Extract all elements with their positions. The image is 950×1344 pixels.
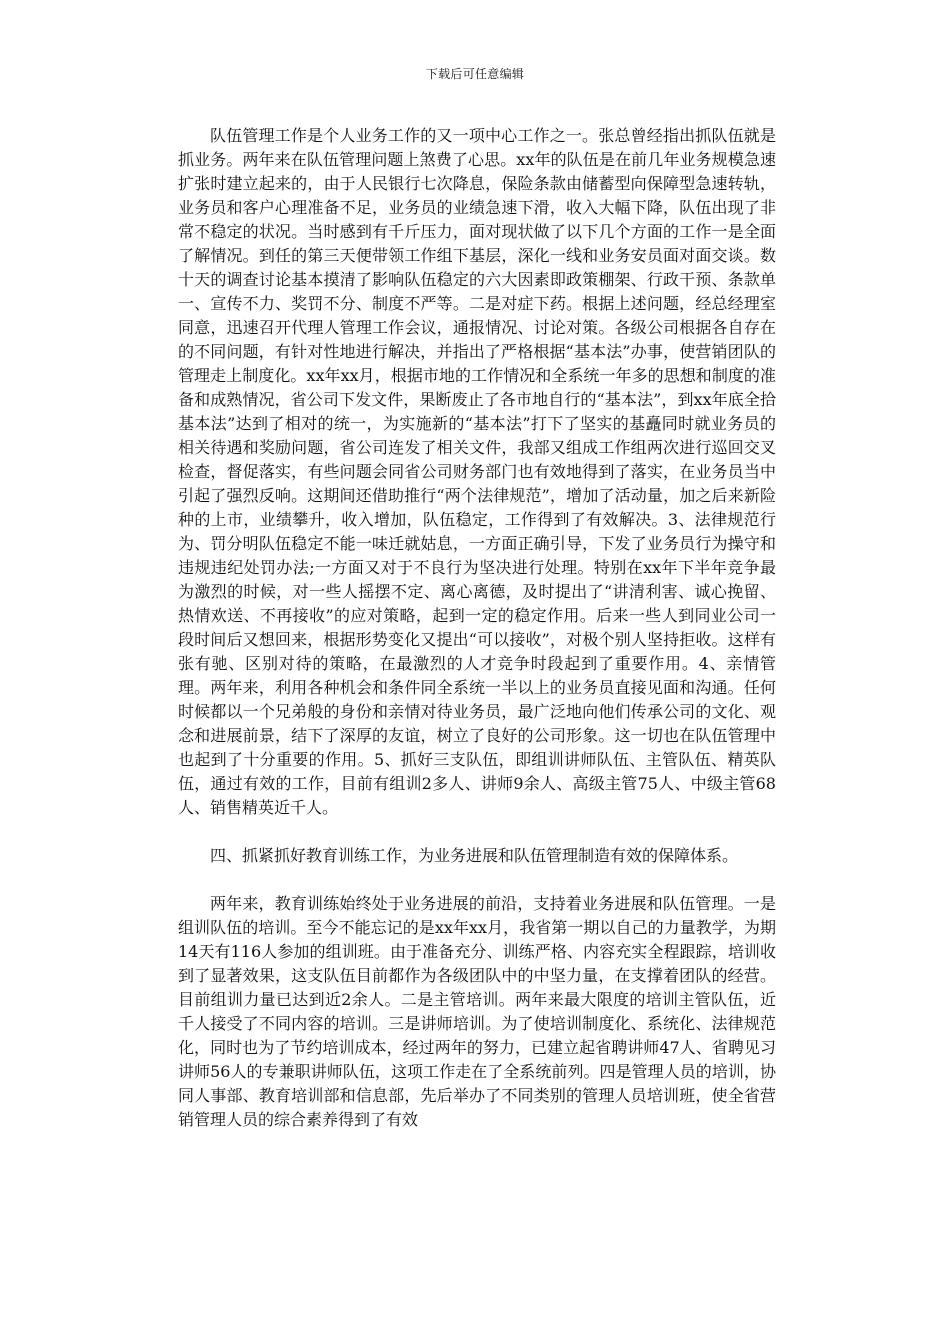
page-header: 下载后可任意编辑 bbox=[425, 67, 525, 81]
body-paragraph-1: 队伍管理工作是个人业务工作的又一项中心工作之一。张总曾经指出抓队伍就是抓业务。两年来在队伍管理问题上煞费了心思。xx年的队伍是在前几年业务规模急速扩张时建立起来的，由于人民银行七次降息，保险条款由储蓄型向保障型急速转轨，业务员和客户心理准备不足，业务员的业绩急速下滑，收入大幅下降，队伍出现了非常不稳定的状况。当时感到有千斤压力，面对现状做了以下几个方面的工作一是全面了解情况。到任的第三天便带领工作组下基层，深化一线和业务安员面对面交谈。数十天的调查讨论基本摸清了影响队伍稳定的六大因素即政策棚架、行政干预、条款单一、宣传不力、奖罚不分、制度不严等。二是对症下药。根据上述问题，经总经理室同意，迅速召开代理人管理工作会议，通报情况、讨论对策。各级公司根据各自存在的不同问题，有针对性地进行解决，并指出了严格根据“基本法”办事，使营销团队的管理走上制度化。xx年xx月，根据市地的工作情况和全系统一年多的思想和制度的准备和成熟情况，省公司下发文件，果断废止了各市地自行的“基本法”，到xx年底全拾基本法”达到了相对的统一，为实施新的“基本法”打下了坚实的基矗同时就业务员的相关待遇和奖励问题，省公司连发了相关文件，我部又组成工作组两次进行巡回交叉检查，督促落实，有些问题会同省公司财务部门也有效地得到了落实，在业务员当中引起了强烈反响。这期间还借助推行“两个法律规范”，增加了活动量，加之后来新险种的上市，业绩攀升，收入增加，队伍稳定，工作得到了有效解决。3、法律规范行为、罚分明队伍稳定不能一味迁就姑息，一方面正确引导，下发了业务员行为操守和违规违纪处罚办法;一方面又对于不良行为坚决进行处理。特别在xx年下半年竞争最为激烈的时候，对一些人摇摆不定、离心离德，及时提出了“讲清利害、诚心挽留、热情欢送、不再接收”的应对策略，起到一定的稳定作用。后来一些人到同业公司一段时间后又想回来，根据形势变化又提出“可以接收”，对极个别人坚持拒收。这样有张有驰、区别对待的策略，在最激烈的人才竞争时段起到了重要作用。4、亲情管理。两年来，利用各种机会和条件同全系统一半以上的业务员直接见面和沟通。任何时候都以一个兄弟般的身份和亲情对待业务员，最广泛地向他们传承公司的文化、观念和进展前景，结下了深厚的友谊，树立了良好的公司形象。这一切也在队伍管理中也起到了十分重要的作用。5、抓好三支队伍，即组训讲师队伍、主管队伍、精英队伍，通过有效的工作，目前有组训2多人、讲师9余人、高级主管75人、中级主管68人、销售精英近千人。 bbox=[178, 126, 776, 817]
body-paragraph-2: 两年来，教育训练始终处于业务进展的前沿，支持着业务进展和队伍管理。一是组训队伍的培训。至今不能忘记的是xx年xx月，我省第一期以自己的力量教学，为期14天有116人参加的组训班。由于准备充分、训练严格、内容充实全程跟踪，培训收到了显著效果，这支队伍目前都作为各级团队中的中坚力量，在支撑着团队的经营。目前组训力量已达到近2余人。二是主管培训。两年来最大限度的培训主管队伍，近千人接受了不同内容的培训。三是讲师培训。为了使培训制度化、系统化、法律规范化，同时也为了节约培训成本，经过两年的努力，已建立起省聘讲师47人、省聘见习讲师56人的专兼职讲师队伍，这项工作走在了全系统前列。四是管理人员的培训，协同人事部、教育培训部和信息部，先后举办了不同类别的管理人员培训班，使全省营销管理人员的综合素养得到了有效 bbox=[178, 894, 776, 1129]
section-heading: 四、抓紧抓好教育训练工作，为业务进展和队伍管理制造有效的保障体系。 bbox=[210, 846, 739, 865]
document-body bbox=[178, 124, 776, 1132]
